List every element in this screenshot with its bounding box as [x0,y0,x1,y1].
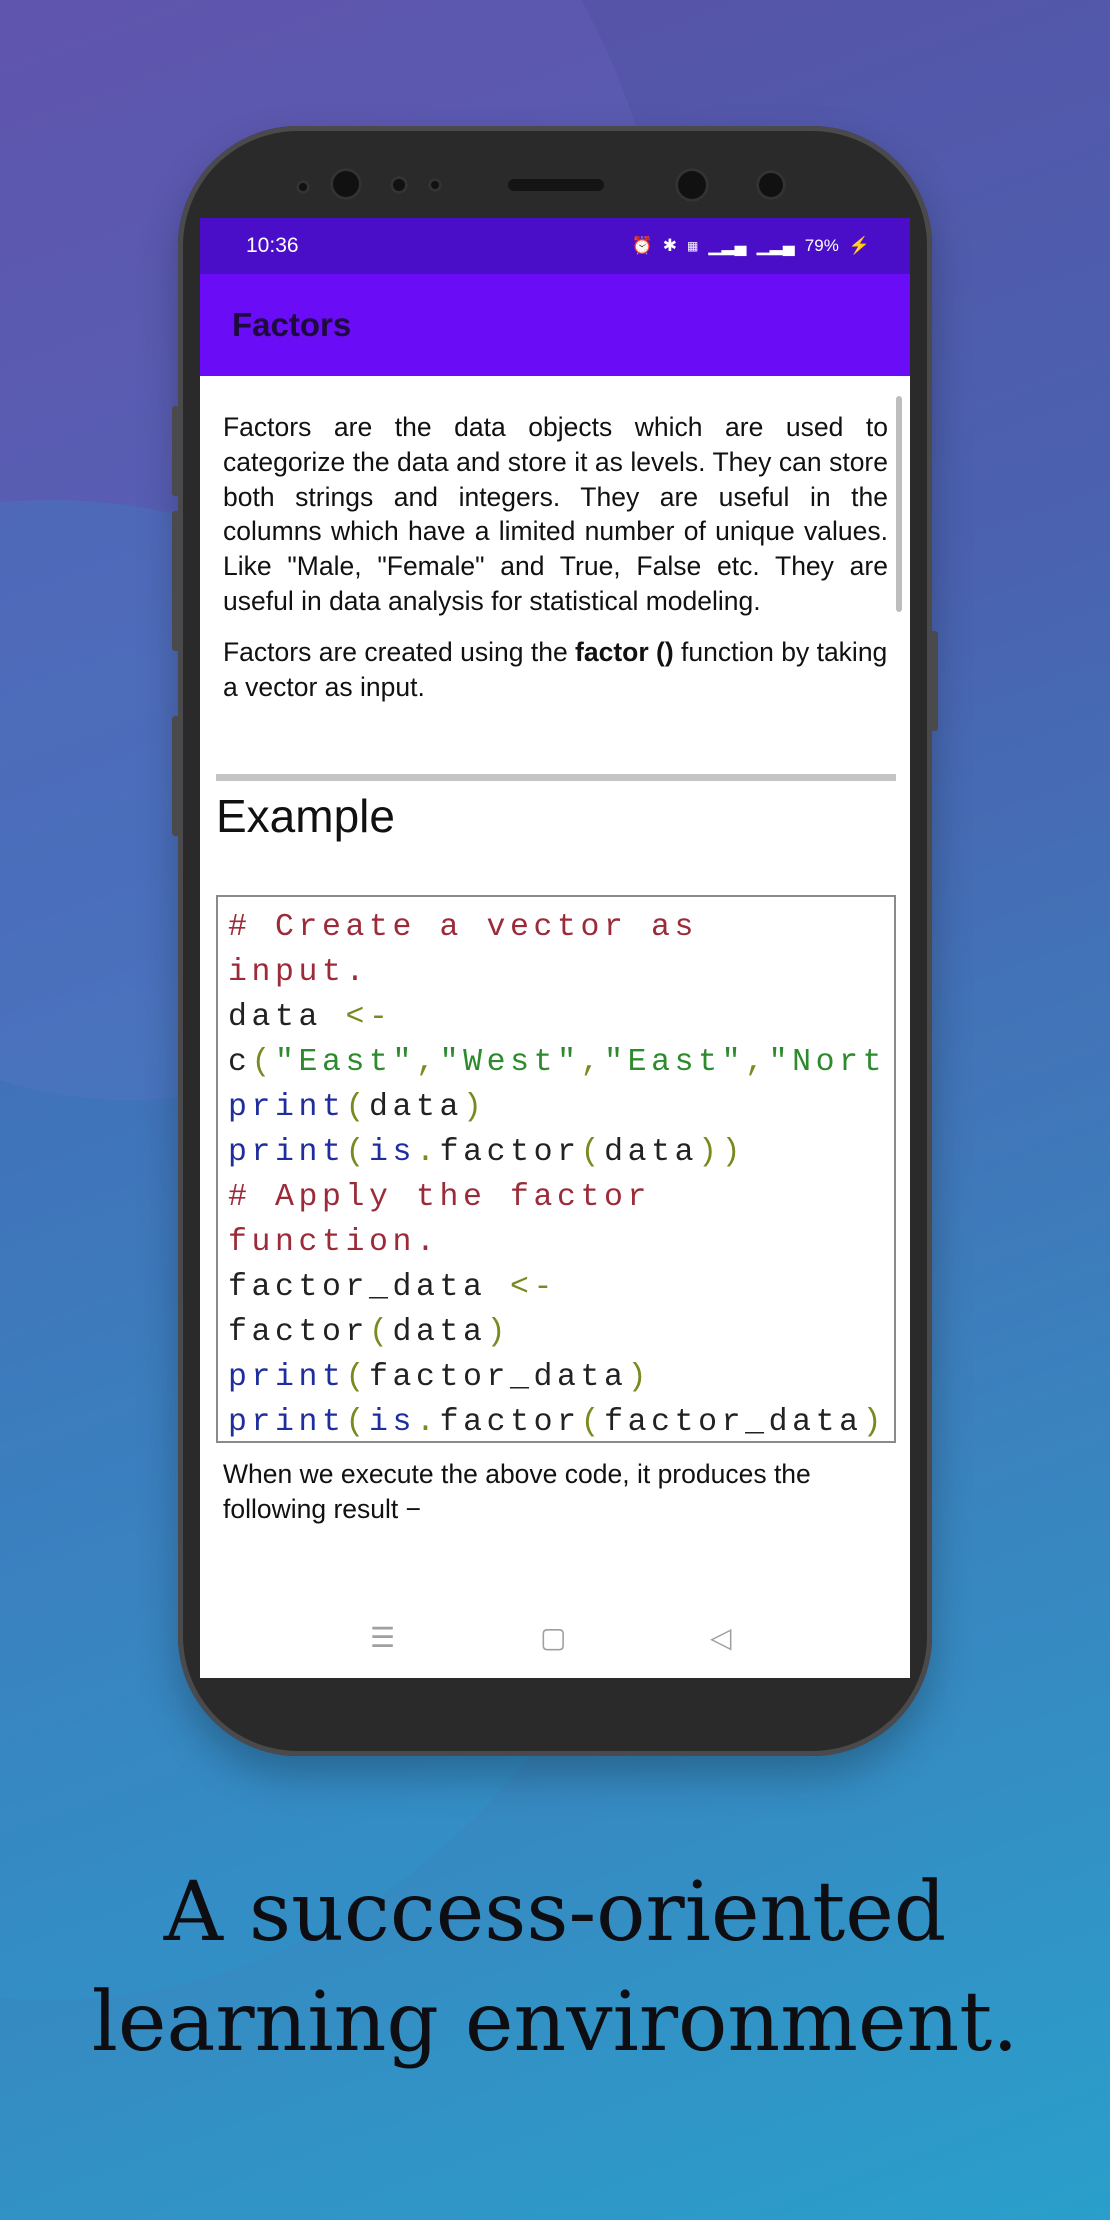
status-bar [200,218,910,274]
content-area[interactable] [200,376,910,1596]
code-line [228,1220,894,1265]
code-function: print [228,1135,346,1171]
paragraph-text: Factors are created using the [223,636,576,667]
tagline-line: A success-oriented [163,1865,947,1960]
signal-icon: ▁▂▄ [756,236,795,255]
code-paren: ( [345,1360,370,1396]
status-time: 10:36 [246,234,299,257]
code-paren: ) [627,1360,652,1396]
code-function: is [369,1405,417,1441]
bluetooth-icon: ✱ [662,236,678,255]
code-function: print [228,1360,346,1396]
back-icon[interactable]: ◁ [710,1622,732,1653]
battery-percent: 79% [804,236,839,255]
code-function: print [228,1405,346,1441]
code-paren: ) [463,1090,487,1126]
tagline [0,1858,1110,2078]
divider [216,774,896,781]
code-line [228,1130,894,1175]
tagline-line: learning environment. [91,1975,1019,2070]
sensor-dot [428,178,442,192]
code-line [228,905,894,950]
paragraph-text: function by taking a vector as input. [223,636,888,702]
code-paren: ( [580,1405,605,1441]
code-token: factor_data [604,1405,863,1441]
code-line [228,1400,894,1445]
status-icons [632,236,870,256]
function-name: factor () [575,636,674,667]
scrollbar[interactable] [896,396,902,612]
code-comment: # Apply the factor [228,1180,652,1216]
code-paren: ) [486,1315,511,1351]
page-title: Factors [232,306,352,343]
code-token: factor_data [369,1360,628,1396]
volume-button [172,406,180,496]
code-operator: . [416,1405,440,1441]
code-paren: ( [345,1090,370,1126]
intro-paragraph: Factors are the data objects which are used to categorize the data and store it as levels. They can store both strings and integers. They are useful in the columns which have a limited number of unique values. Like "Male, "Female" and True, False etc. They are useful in data analysis for statistical modeling. [223,412,888,616]
code-string: "West" [439,1045,581,1081]
code-operator: <- [345,1000,393,1036]
app-bar [200,274,910,376]
result-paragraph: When we execute the above code, it produces the following result − [223,1459,811,1525]
code-line [228,1175,894,1220]
code-paren: ) [862,1405,887,1441]
code-string: "East" [275,1045,417,1081]
factor-function-paragraph [200,635,910,705]
front-camera-icon [675,168,709,202]
code-block [216,895,896,1443]
code-paren: ( [251,1045,276,1081]
code-token: data [392,1315,487,1351]
code-paren: ) [698,1135,722,1171]
code-paren: ( [345,1405,370,1441]
code-comma: , [745,1045,769,1081]
code-paren: ( [369,1315,393,1351]
code-line [228,950,894,995]
code-paren: ) [721,1135,746,1171]
front-camera-icon [330,168,362,200]
code-token: data [228,1000,346,1036]
code-line [228,1040,894,1085]
front-camera-icon [756,170,786,200]
code-token: factor [439,1135,581,1171]
home-icon[interactable]: ▢ [540,1622,567,1653]
example-heading: Example [216,790,395,843]
code-token: factor [228,1315,370,1351]
code-token: factor_data [228,1270,511,1306]
side-button [172,716,180,836]
sensor-dot [390,176,408,194]
code-token: factor [439,1405,581,1441]
sensor-dot [296,180,310,194]
code-line [228,1085,894,1130]
code-line [228,995,894,1040]
volte-icon: ▦ [687,239,699,253]
charging-icon: ⚡ [848,236,870,255]
navigation-bar [200,1594,910,1678]
code-paren: ( [580,1135,605,1171]
signal-icon: ▁▂▄ [708,236,747,255]
earpiece-speaker [508,179,604,191]
phone-screen [200,218,910,1678]
code-comma: , [416,1045,440,1081]
code-token: c [228,1045,252,1081]
code-comma: , [580,1045,605,1081]
code-string: "East" [604,1045,746,1081]
code-operator: . [416,1135,440,1171]
code-token: data [369,1090,464,1126]
code-function: print [228,1090,346,1126]
code-line [228,1355,894,1400]
code-line [228,1310,894,1355]
menu-icon[interactable]: ☰ [370,1622,396,1653]
code-comment: function. [228,1225,440,1261]
code-paren: ( [345,1135,370,1171]
code-token: data [604,1135,699,1171]
power-button [930,631,938,731]
code-function: is [369,1135,417,1171]
code-string: "Nort [768,1045,887,1081]
code-operator: <- [510,1270,558,1306]
code-comment: # Create a vector as [228,910,699,946]
alarm-icon: ⏰ [631,236,653,255]
volume-button [172,511,180,651]
code-line [228,1265,894,1310]
code-comment: input. [228,955,370,991]
